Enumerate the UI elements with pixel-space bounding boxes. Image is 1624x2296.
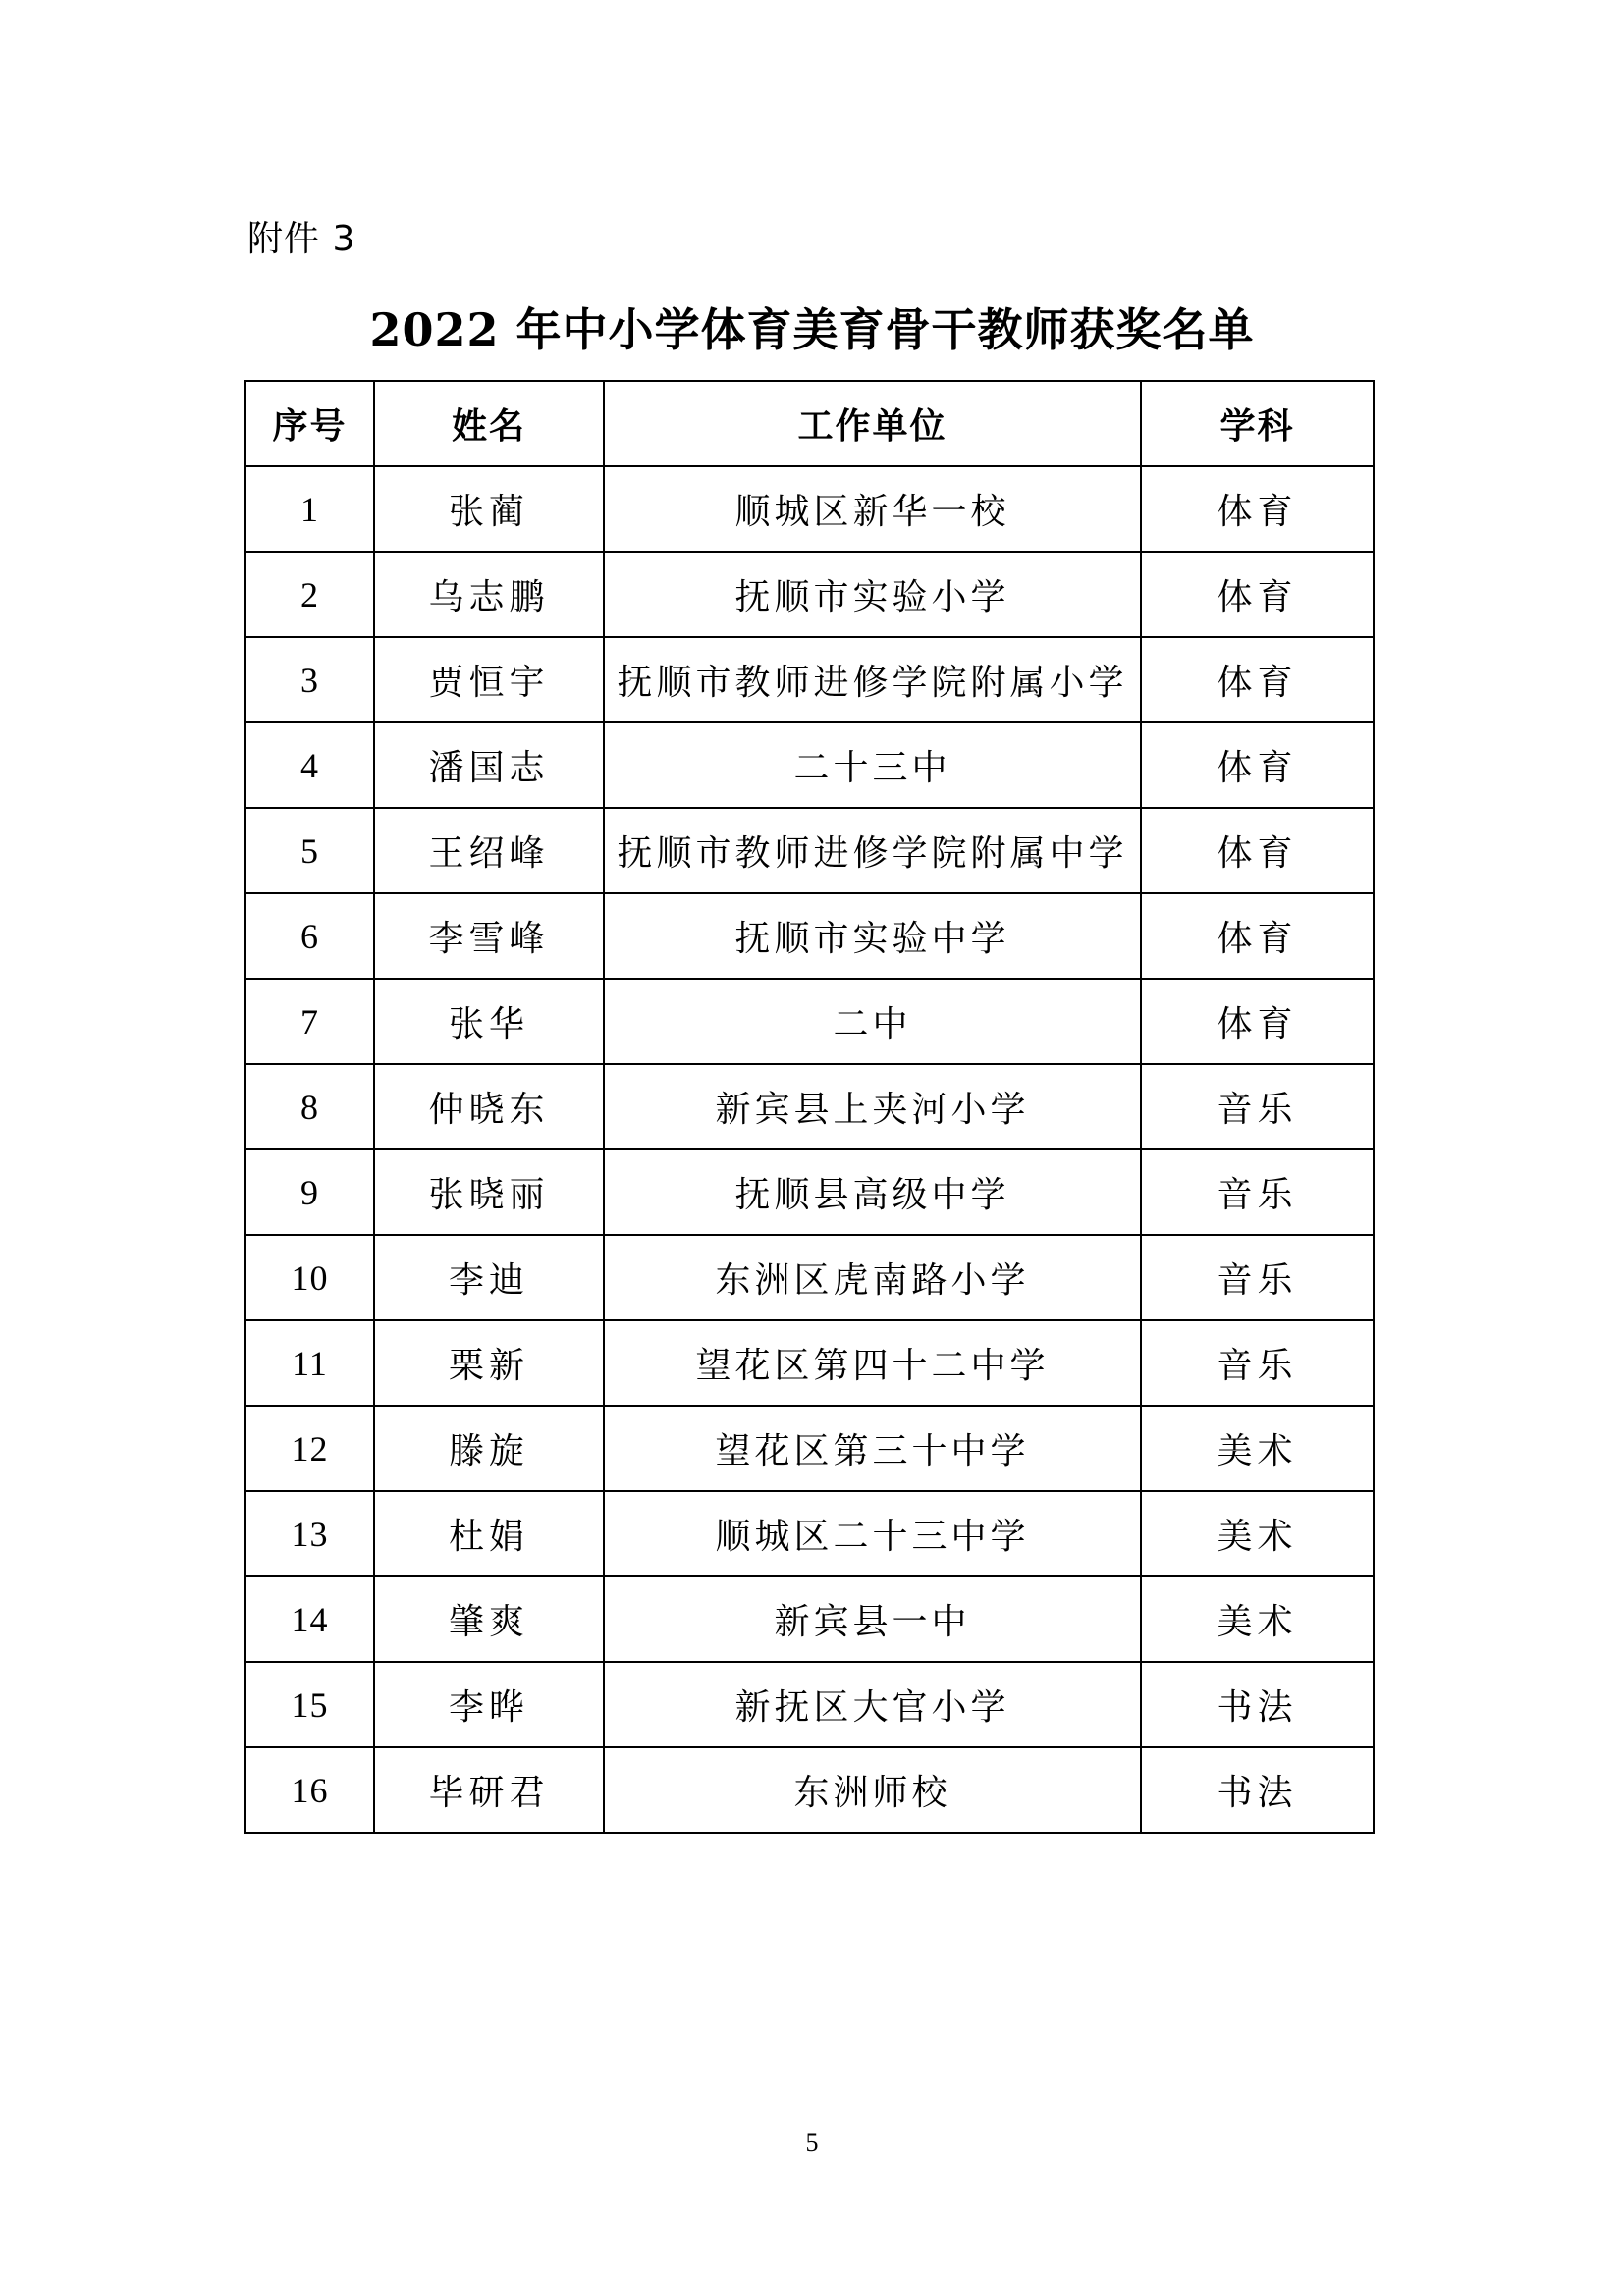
cell-work-unit: 新宾县一中	[604, 1576, 1141, 1662]
attachment-label: 附件 3	[247, 219, 356, 259]
cell-subject: 体育	[1141, 979, 1374, 1064]
cell-serial-number: 6	[245, 893, 374, 979]
table-row	[245, 1662, 1374, 1747]
table-row	[245, 1491, 1374, 1576]
cell-name: 栗新	[374, 1320, 604, 1406]
cell-subject: 音乐	[1141, 1320, 1374, 1406]
cell-subject: 体育	[1141, 808, 1374, 893]
header-name: 姓名	[374, 381, 604, 466]
cell-name: 张蔺	[374, 466, 604, 552]
cell-work-unit: 顺城区二十三中学	[604, 1491, 1141, 1576]
cell-work-unit: 抚顺市教师进修学院附属中学	[604, 808, 1141, 893]
header-subject: 学科	[1141, 381, 1374, 466]
cell-subject: 音乐	[1141, 1235, 1374, 1320]
cell-subject: 音乐	[1141, 1064, 1374, 1149]
cell-work-unit: 顺城区新华一校	[604, 466, 1141, 552]
cell-serial-number: 5	[245, 808, 374, 893]
table-row	[245, 1149, 1374, 1235]
cell-serial-number: 11	[245, 1320, 374, 1406]
table-row	[245, 722, 1374, 808]
header-work-unit: 工作单位	[604, 381, 1141, 466]
cell-serial-number: 14	[245, 1576, 374, 1662]
cell-name: 肇爽	[374, 1576, 604, 1662]
table-row	[245, 466, 1374, 552]
cell-subject: 体育	[1141, 893, 1374, 979]
cell-name: 贾恒宇	[374, 637, 604, 722]
table-row	[245, 808, 1374, 893]
cell-serial-number: 3	[245, 637, 374, 722]
cell-subject: 体育	[1141, 722, 1374, 808]
cell-name: 滕旋	[374, 1406, 604, 1491]
cell-work-unit: 东洲师校	[604, 1747, 1141, 1833]
cell-serial-number: 1	[245, 466, 374, 552]
cell-serial-number: 16	[245, 1747, 374, 1833]
cell-name: 仲晓东	[374, 1064, 604, 1149]
award-list-table	[244, 380, 1375, 1834]
cell-subject: 体育	[1141, 552, 1374, 637]
cell-name: 杜娟	[374, 1491, 604, 1576]
header-serial-number: 序号	[245, 381, 374, 466]
cell-work-unit: 新抚区大官小学	[604, 1662, 1141, 1747]
cell-name: 毕研君	[374, 1747, 604, 1833]
table-row	[245, 979, 1374, 1064]
cell-serial-number: 8	[245, 1064, 374, 1149]
cell-subject: 美术	[1141, 1491, 1374, 1576]
cell-name: 王绍峰	[374, 808, 604, 893]
cell-serial-number: 7	[245, 979, 374, 1064]
table-row	[245, 637, 1374, 722]
cell-subject: 书法	[1141, 1747, 1374, 1833]
cell-work-unit: 抚顺县高级中学	[604, 1149, 1141, 1235]
cell-serial-number: 15	[245, 1662, 374, 1747]
cell-work-unit: 东洲区虎南路小学	[604, 1235, 1141, 1320]
cell-name: 张晓丽	[374, 1149, 604, 1235]
table-row	[245, 1320, 1374, 1406]
cell-work-unit: 抚顺市实验中学	[604, 893, 1141, 979]
cell-serial-number: 10	[245, 1235, 374, 1320]
table-row	[245, 552, 1374, 637]
cell-serial-number: 4	[245, 722, 374, 808]
cell-name: 乌志鹏	[374, 552, 604, 637]
table-row	[245, 1576, 1374, 1662]
cell-subject: 美术	[1141, 1406, 1374, 1491]
cell-work-unit: 抚顺市教师进修学院附属小学	[604, 637, 1141, 722]
cell-work-unit: 二十三中	[604, 722, 1141, 808]
cell-name: 张华	[374, 979, 604, 1064]
table-row	[245, 1064, 1374, 1149]
cell-work-unit: 抚顺市实验小学	[604, 552, 1141, 637]
table-row	[245, 893, 1374, 979]
page-title: 2022 年中小学体育美育骨干教师获奖名单	[369, 303, 1255, 356]
cell-serial-number: 12	[245, 1406, 374, 1491]
table-row	[245, 1406, 1374, 1491]
table-row	[245, 1235, 1374, 1320]
cell-subject: 音乐	[1141, 1149, 1374, 1235]
table-header-row	[245, 381, 1374, 466]
page-number: 5	[805, 2128, 819, 2157]
cell-subject: 美术	[1141, 1576, 1374, 1662]
cell-subject: 书法	[1141, 1662, 1374, 1747]
cell-serial-number: 9	[245, 1149, 374, 1235]
cell-name: 潘国志	[374, 722, 604, 808]
cell-name: 李晔	[374, 1662, 604, 1747]
cell-name: 李雪峰	[374, 893, 604, 979]
cell-subject: 体育	[1141, 466, 1374, 552]
cell-work-unit: 新宾县上夹河小学	[604, 1064, 1141, 1149]
cell-serial-number: 13	[245, 1491, 374, 1576]
cell-serial-number: 2	[245, 552, 374, 637]
table-row	[245, 1747, 1374, 1833]
cell-work-unit: 望花区第三十中学	[604, 1406, 1141, 1491]
cell-name: 李迪	[374, 1235, 604, 1320]
cell-subject: 体育	[1141, 637, 1374, 722]
cell-work-unit: 望花区第四十二中学	[604, 1320, 1141, 1406]
cell-work-unit: 二中	[604, 979, 1141, 1064]
